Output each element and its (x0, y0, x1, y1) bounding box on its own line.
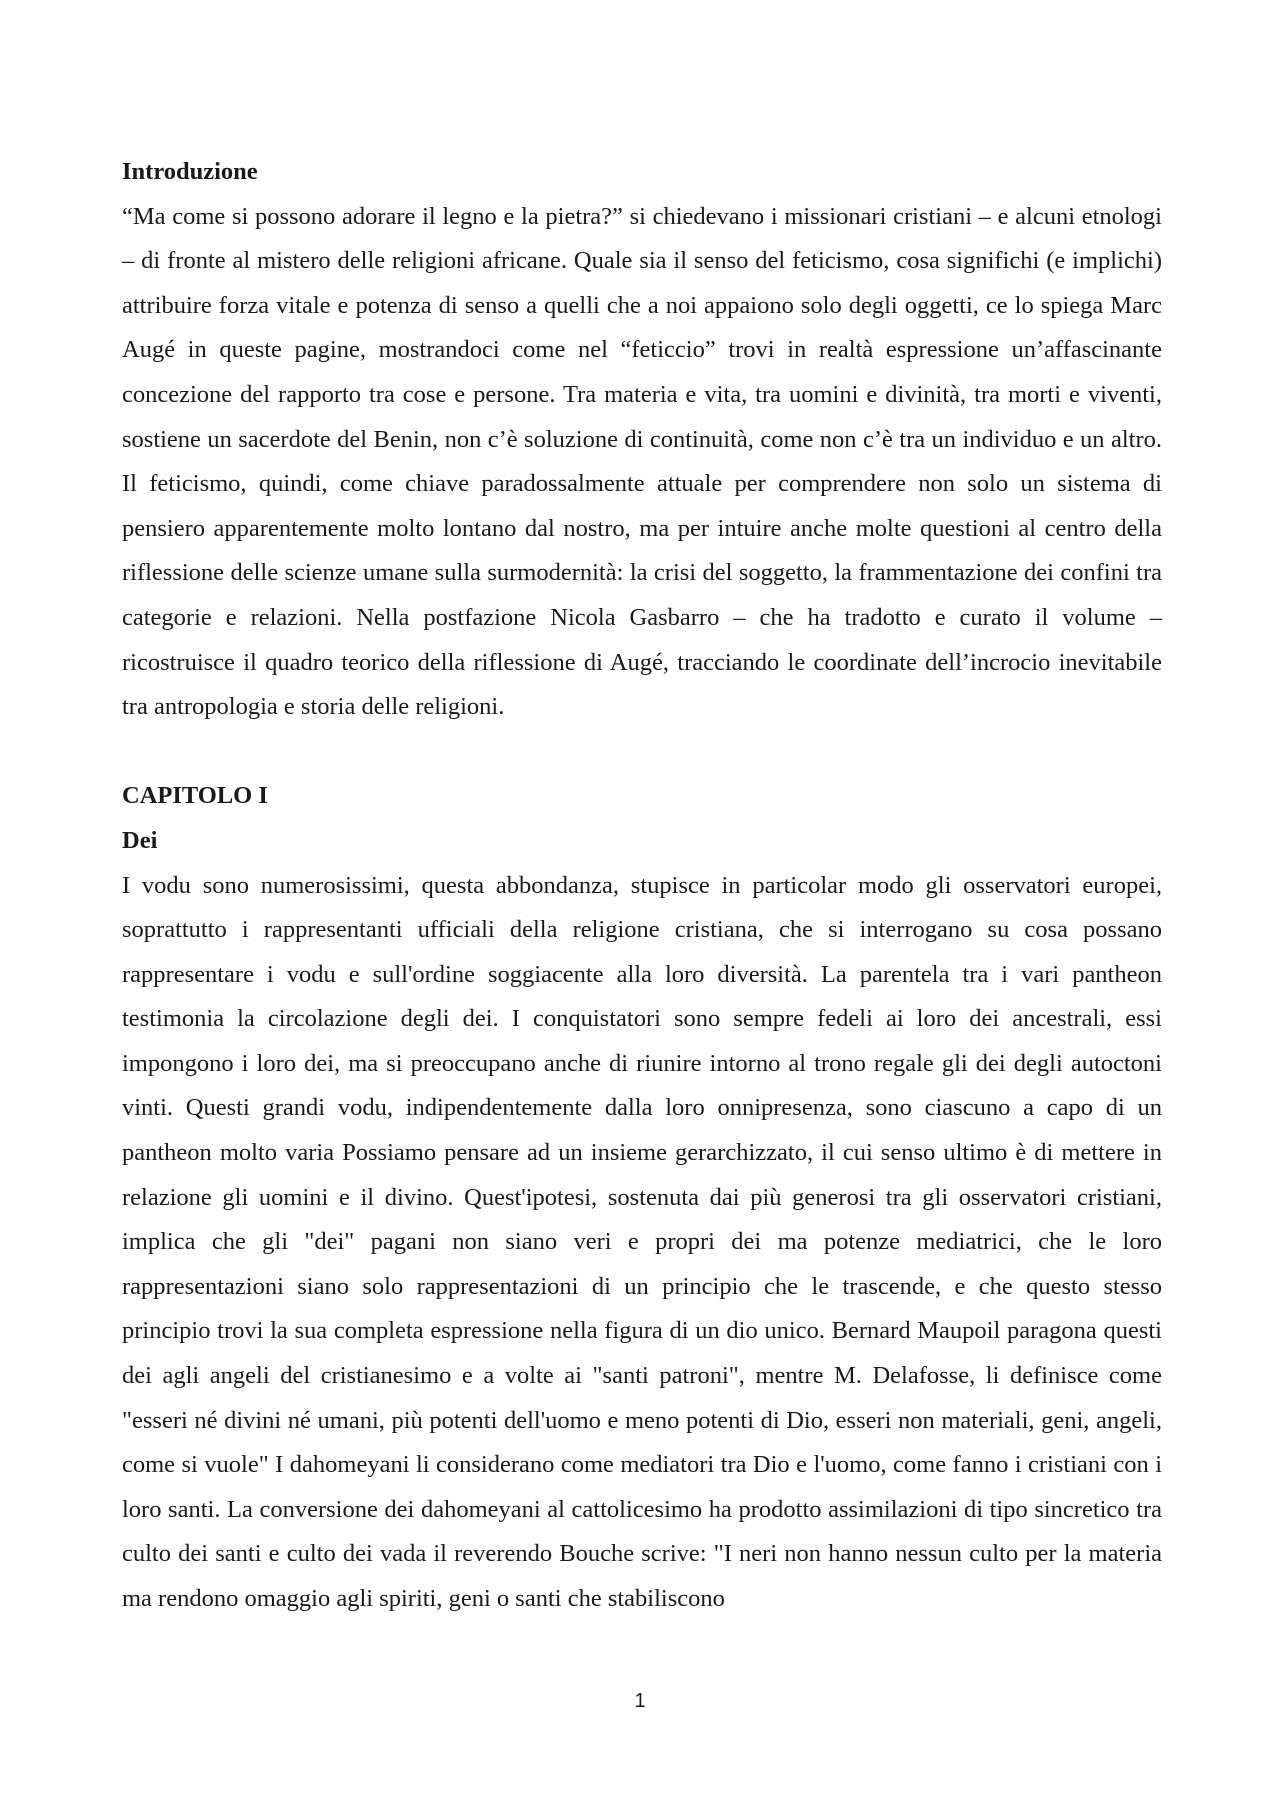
chapter-heading: CAPITOLO I (122, 782, 268, 810)
intro-heading: Introduzione (122, 158, 258, 185)
chapter-paragraph: I vodu sono numerosissimi, questa abbondanza, stupisce in particolar modo gli osservatori europei, soprattutto i rappresentanti ufficiali della religione cristiana, che si interrogano su cosa possano rappresentare i vodu e sull'ordine soggiacente alla loro diversità. La parentela tra i vari pantheon testimonia la circolazione degli dei. I conquistatori sono sempre fedeli ai loro dei ancestrali, essi impongono i loro dei, ma si preoccupano anche di riunire intorno al trono regale gli dei degli autoctoni vinti. Questi grandi vodu, indipendentemente dalla loro onnipresenza, sono ciascuno a capo di un pantheon molto varia Possiamo pensare ad un insieme gerarchizzato, il cui senso ultimo è di mettere in relazione gli uomini e il divino. Quest'ipotesi, sostenuta dai più generosi tra gli osservatori cristiani, implica che gli "dei" pagani non siano veri e propri dei ma potenze mediatrici, che le loro rappresentazioni siano solo rappresentazioni di un principio che le trascende, e che questo stesso principio trovi la sua completa espressione nella figura di un dio unico. Bernard Maupoil paragona questi dei agli angeli del cristianesimo e a volte ai "santi patroni", mentre M. Delafosse, li definisce come "esseri né divini né umani, più potenti dell'uomo e meno potenti di Dio, esseri non materiali, geni, angeli, come si vuole" I dahomeyani li considerano come mediatori tra Dio e l'uomo, come fanno i cristiani con i loro santi. La conversione dei dahomeyani al cattolicesimo ha prodotto assimilazioni di tipo sincretico tra culto dei santi e culto dei vada il reverendo Bouche scrive: "I neri non hanno nessun culto per la materia ma rendono omaggio agli spiriti, geni o santi che stabiliscono (122, 871, 1162, 1612)
page-number: 1 (634, 1690, 646, 1712)
section-heading: Dei (122, 826, 158, 854)
section-spacer (122, 730, 1162, 775)
page-content (122, 150, 1162, 1622)
intro-paragraph: “Ma come si possono adorare il legno e la pietra?” si chiedevano i missionari cristiani – e alcuni etnologi – di fronte al mistero delle religioni africane. Quale sia il senso del feticismo, cosa significhi (e implichi) attribuire forza vitale e potenza di senso a quelli che a noi appaiono solo degli oggetti, ce lo spiega Marc Augé in queste pagine, mostrandoci come nel “feticcio” trovi in realtà espressione un’affascinante concezione del rapporto tra cose e persone. Tra materia e vita, tra uomini e divinità, tra morti e viventi, sostiene un sacerdote del Benin, non c’è soluzione di continuità, come non c’è tra un individuo e un altro. Il feticismo, quindi, come chiave paradossalmente attuale per comprendere non solo un sistema di pensiero apparentemente molto lontano dal nostro, ma per intuire anche molte questioni al centro della riflessione delle scienze umane sulla surmodernità: la crisi del soggetto, la frammentazione dei confini tra categorie e relazioni. Nella postfazione Nicola Gasbarro – che ha tradotto e curato il volume – ricostruisce il quadro teorico della riflessione di Augé, tracciando le coordinate dell’incrocio inevitabile tra antropologia e storia delle religioni. (122, 202, 1162, 721)
